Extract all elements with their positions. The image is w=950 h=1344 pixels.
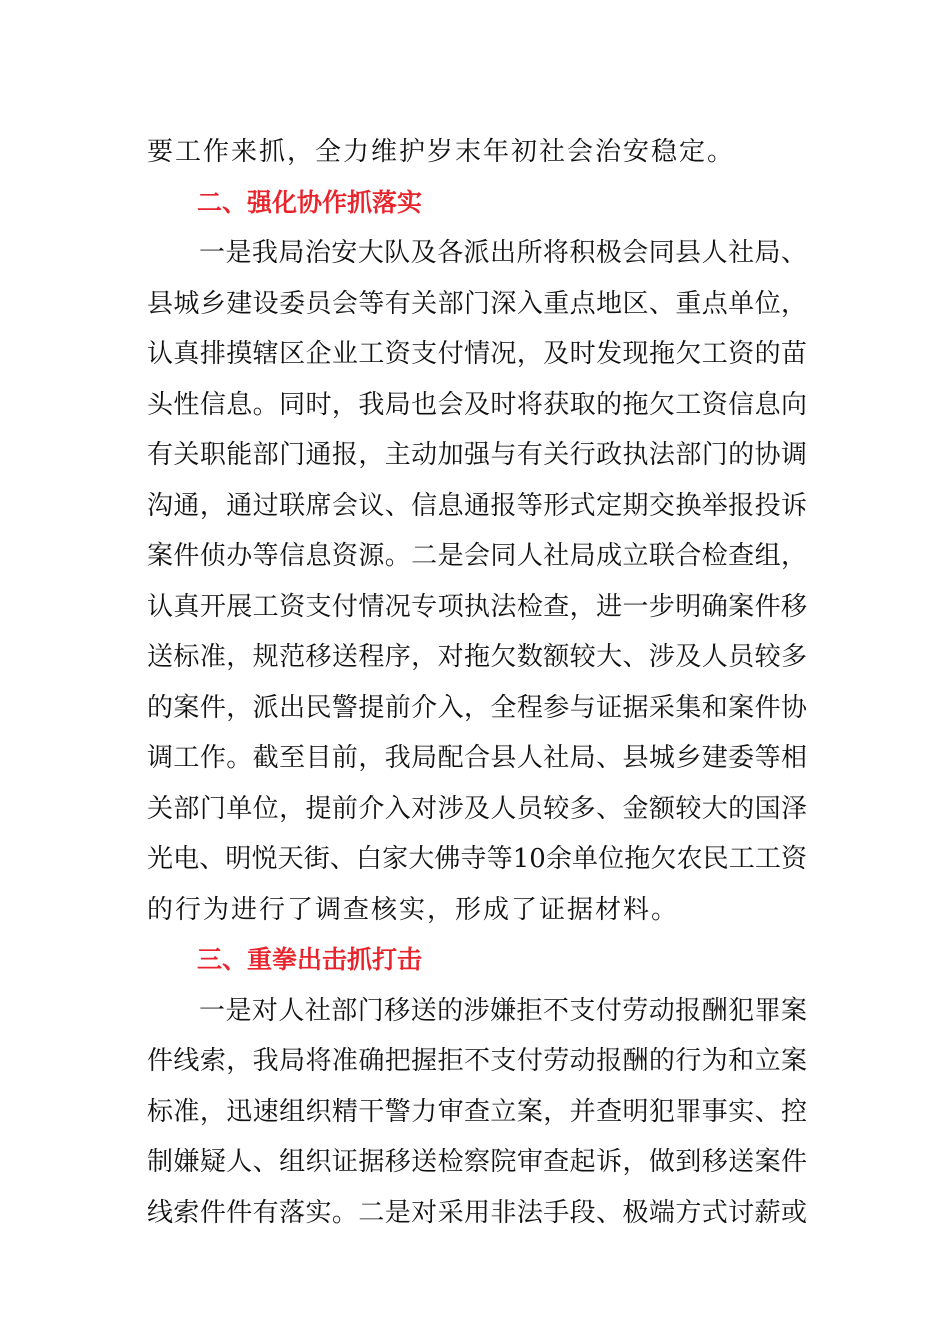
body-text-line: 头性信息。同时，我局也会及时将获取的拖欠工资信息向 (147, 389, 807, 420)
body-text-line: 调工作。截至目前，我局配合县人社局、县城乡建委等相 (147, 743, 807, 773)
body-text-line: 送标准，规范移送程序，对拖欠数额较大、涉及人员较多 (147, 642, 807, 672)
body-text-line: 案件侦办等信息资源。二是会同人社局成立联合检查组， (147, 541, 807, 571)
body-text-line: 认真排摸辖区企业工资支付情况，及时发现拖欠工资的苗 (147, 339, 807, 369)
body-text-line: 光电、明悦天街、白家大佛寺等10余单位拖欠农民工工资 (147, 844, 807, 874)
body-text-line: 沟通，通过联席会议、信息通报等形式定期交换举报投诉 (147, 490, 807, 521)
body-text-line: 县城乡建设委员会等有关部门深入重点地区、重点单位， (147, 288, 807, 319)
section-heading: 三、重拳出击抓打击 (197, 945, 423, 974)
body-text-line: 线索件件有落实。二是对采用非法手段、极端方式讨薪或 (147, 1197, 807, 1228)
body-text-line: 标准，迅速组织精干警力审查立案，并查明犯罪事实、控 (147, 1096, 807, 1127)
body-text-line: 关部门单位，提前介入对涉及人员较多、金额较大的国泽 (147, 793, 807, 824)
body-text-line: 一是对人社部门移送的涉嫌拒不支付劳动报酬犯罪案 (199, 995, 807, 1026)
body-text-line: 的行为进行了调查核实，形成了证据材料。 (147, 894, 680, 925)
body-text-line: 有关职能部门通报，主动加强与有关行政执法部门的协调 (147, 440, 807, 470)
body-text-line: 制嫌疑人、组织证据移送检察院审查起诉，做到移送案件 (147, 1147, 807, 1177)
document-body (147, 127, 807, 1238)
body-text-line: 的案件，派出民警提前介入，全程参与证据采集和案件协 (147, 692, 807, 723)
body-text-line: 认真开展工资支付情况专项执法检查，进一步明确案件移 (147, 591, 807, 622)
body-text-line: 件线索，我局将准确把握拒不支付劳动报酬的行为和立案 (147, 1046, 807, 1076)
body-text-line: 要工作来抓，全力维护岁末年初社会治安稳定。 (147, 137, 736, 167)
section-heading: 二、强化协作抓落实 (197, 187, 423, 217)
body-text-line: 一是我局治安大队及各派出所将积极会同县人社局、 (199, 238, 807, 268)
